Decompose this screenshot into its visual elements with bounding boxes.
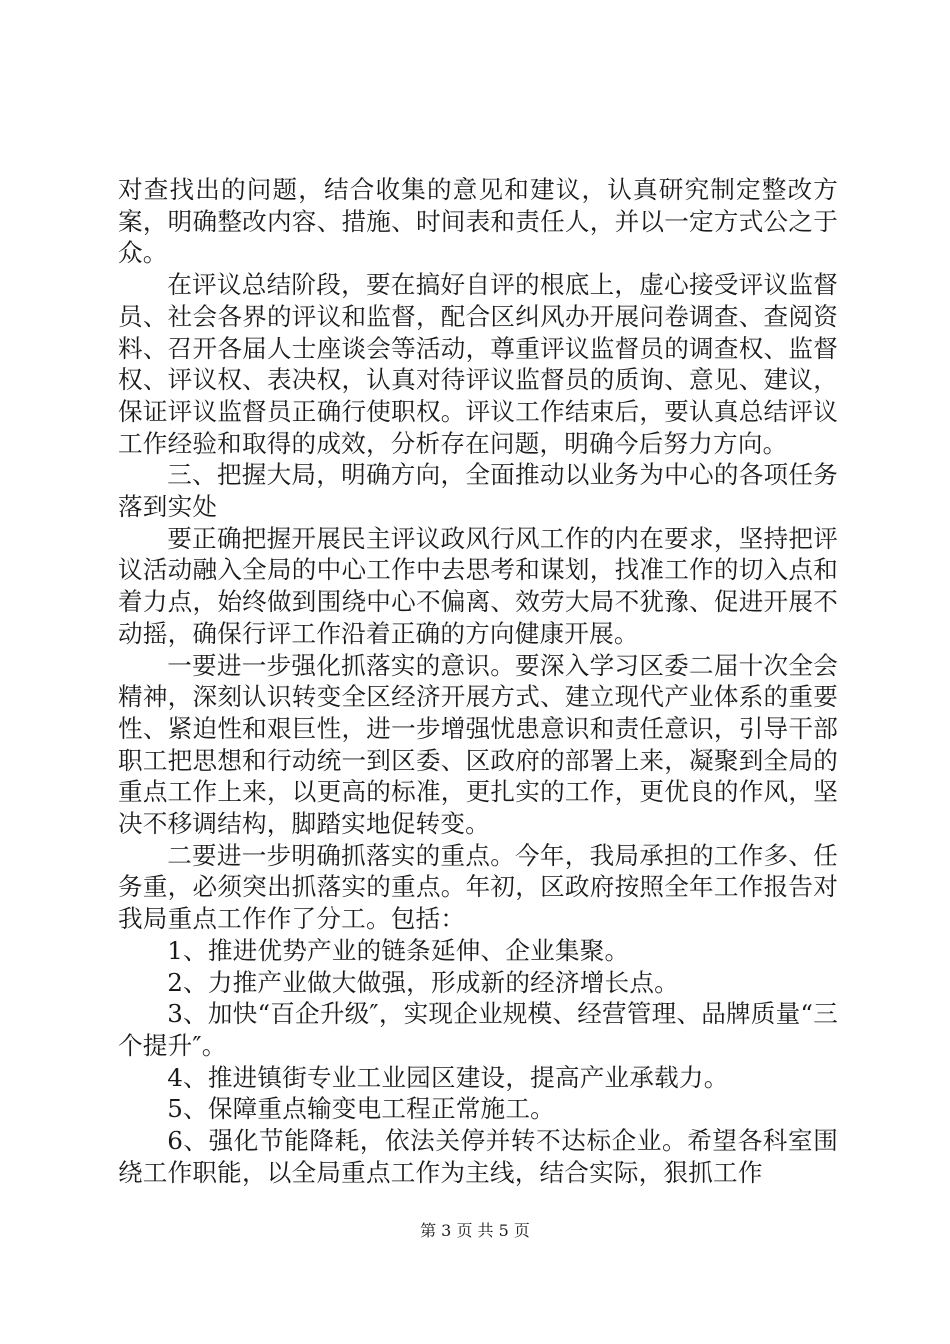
list-item-6: 6、强化节能降耗，依法关停并转不达标企业。希望各科室围绕工作职能，以全局重点工作为主线，结合实际，狠抓工作 <box>118 1126 838 1187</box>
list-item-2: 2、力推产业做大做强，形成新的经济增长点。 <box>167 967 679 997</box>
paragraph-2: 在评议总结阶段，要在搞好自评的根底上，虚心接受评议监督员、社会各界的评议和监督，配合区纠风办开展问卷调查、查阅资料、召开各届人士座谈会等活动，尊重评议监督员的调查权、监督权、评议权、表决权，认真对待评议监督员的质询、意见、建议，保证评议监督员正确行使职权。评议工作结束后，要认真总结评议工作经验和取得的成效，分析存在问题，明确今后努力方向。 <box>118 270 838 458</box>
list-item-5: 5、保障重点输变电工程正常施工。 <box>167 1094 555 1124</box>
page-number-footer: 第 3 页 共 5 页 <box>420 1221 530 1240</box>
paragraph-5: 一要进一步强化抓落实的意识。要深入学习区委二届十次全会精神，深刻认识转变全区经济开展方式、建立现代产业体系的重要性、紧迫性和艰巨性，进一步增强忧患意识和责任意识，引导干部职工把思想和行动统一到区委、区政府的部署上来，凝聚到全局的重点工作上来，以更高的标准，更扎实的工作，更优良的作风，坚决不移调结构，脚踏实地促转变。 <box>118 650 838 839</box>
list-item-4: 4、推进镇街专业工业园区建设，提高产业承载力。 <box>167 1062 729 1092</box>
document-body <box>118 174 838 1189</box>
paragraph-4: 要正确把握开展民主评议政风行风工作的内在要求，坚持把评议活动融入全局的中心工作中去思考和谋划，找准工作的切入点和着力点，始终做到围绕中心不偏离、效劳大局不犹豫、促进开展不动摇，确保行评工作沿着正确的方向健康开展。 <box>118 523 838 648</box>
paragraph-6: 二要进一步明确抓落实的重点。今年，我局承担的工作多、任务重，必须突出抓落实的重点。年初，区政府按照全年工作报告对我局重点工作作了分工。包括： <box>118 840 838 934</box>
list-item-1: 1、推进优势产业的链条延伸、企业集聚。 <box>167 935 630 965</box>
paragraph-1: 对查找出的问题，结合收集的意见和建议，认真研究制定整改方案，明确整改内容、措施、时间表和责任人，并以一定方式公之于众。 <box>118 175 838 268</box>
list-item-3: 3、加快“百企升级″，实现企业规模、经营管理、品牌质量“三个提升″。 <box>118 999 838 1060</box>
section-heading-3: 三、把握大局，明确方向，全面推动以业务为中心的各项任务落到实处 <box>118 460 838 522</box>
